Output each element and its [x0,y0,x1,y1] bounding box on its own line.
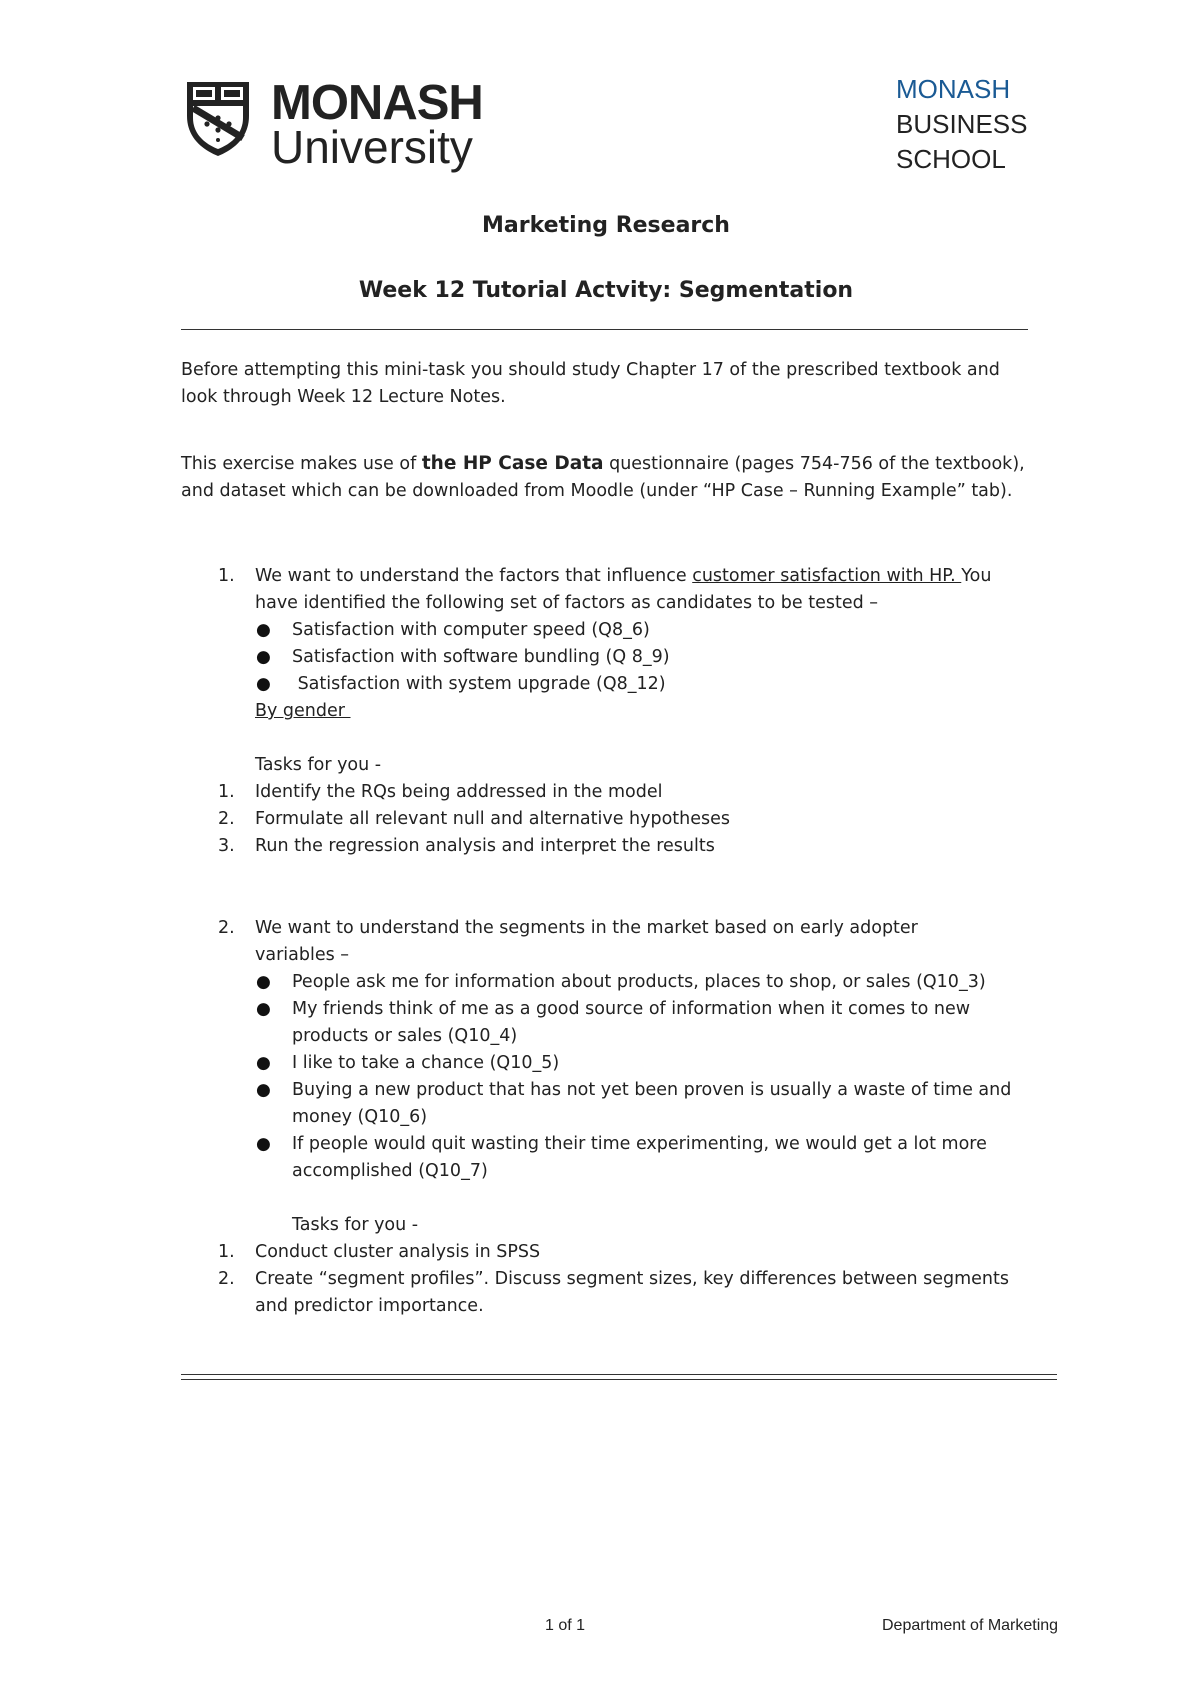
q1-task-number: 2. [218,809,235,829]
q1-by-gender: By gender [255,701,351,721]
bullet-icon: ● [256,1134,271,1154]
q2-bullet: I like to take a chance (Q10_5) [292,1053,560,1073]
q1-tasks-label: Tasks for you - [255,755,382,775]
bullet-icon: ● [256,647,271,667]
page-title: Marketing Research [482,213,730,238]
q1-task-item: Identify the RQs being addressed in the model [255,782,663,802]
q2-task-number: 1. [218,1242,235,1262]
bullet-icon: ● [256,620,271,640]
q2-bullet: If people would quit wasting their time experimenting, we would get a lot more accomplished (Q10_7) [292,1134,987,1181]
q2-bullet: Buying a new product that has not yet been proven is usually a waste of time and money (Q10_6) [292,1080,1012,1127]
q2-task-item: Create “segment profiles”. Discuss segment sizes, key differences between segments and predictor importance. [255,1269,1009,1316]
monash-university-logo [183,76,483,173]
q1-number: 1. [218,566,235,586]
q2-tasks-label: Tasks for you - [292,1215,419,1235]
business-school-line-3: SCHOOL [896,144,1006,174]
q1-task-number: 3. [218,836,235,856]
logo-wordmark-university: University [271,121,473,173]
q2-task-item: Conduct cluster analysis in SPSS [255,1242,541,1262]
business-school-logo [896,72,1028,177]
monash-crest-icon [183,78,253,158]
exercise-paragraph [181,450,1031,505]
department-name: Department of Marketing [882,1617,1059,1634]
logo-wordmark-monash: MONASH [271,76,483,130]
q1-bullet: Satisfaction with system upgrade (Q8_12) [292,674,666,694]
q1-task-item: Formulate all relevant null and alternative hypotheses [255,809,731,829]
bullet-icon: ● [256,1080,271,1100]
bullet-icon: ● [256,1053,271,1073]
business-school-line-1: MONASH [896,74,1011,104]
bullet-icon: ● [256,972,271,992]
q1-text-before: We want to understand the factors that influence [255,566,693,586]
exercise-text-before: This exercise makes use of [181,454,422,474]
footer-divider [181,1374,1057,1380]
page-number: 1 of 1 [545,1617,586,1634]
business-school-line-2: BUSINESS [896,109,1028,139]
intro-paragraph: Before attempting this mini-task you should study Chapter 17 of the prescribed textbook and look through Week 12 Lecture Notes. [181,360,1000,407]
title-divider [181,329,1028,330]
q1-task-number: 1. [218,782,235,802]
q1-bullet: Satisfaction with software bundling (Q 8_9) [292,647,670,667]
page-subtitle: Week 12 Tutorial Actvity: Segmentation [358,278,854,303]
q2-bullet: People ask me for information about products, places to shop, or sales (Q10_3) [292,972,986,992]
exercise-hp-case-data: the HP Case Data [421,453,604,474]
q1-task-item: Run the regression analysis and interpret the results [255,836,715,856]
q2-bullet: My friends think of me as a good source of information when it comes to new products or sales (Q10_4) [292,999,971,1046]
q1-text-after: You have identified the following set of factors as candidates to be tested – [255,566,992,613]
q2-text: We want to understand the segments in the market based on early adopter variables – [255,918,918,965]
q2-task-number: 2. [218,1269,235,1289]
bullet-icon: ● [256,999,271,1019]
q1-text [255,563,1033,617]
exercise-text-after: questionnaire (pages 754-756 of the textbook), and dataset which can be downloaded from Moodle (under “HP Case – Running Example” tab). [181,454,1025,501]
q1-bullet: Satisfaction with computer speed (Q8_6) [292,620,650,640]
bullet-icon: ● [256,674,271,694]
q1-text-underlined: customer satisfaction with HP. [692,566,962,586]
q2-number: 2. [218,918,235,938]
